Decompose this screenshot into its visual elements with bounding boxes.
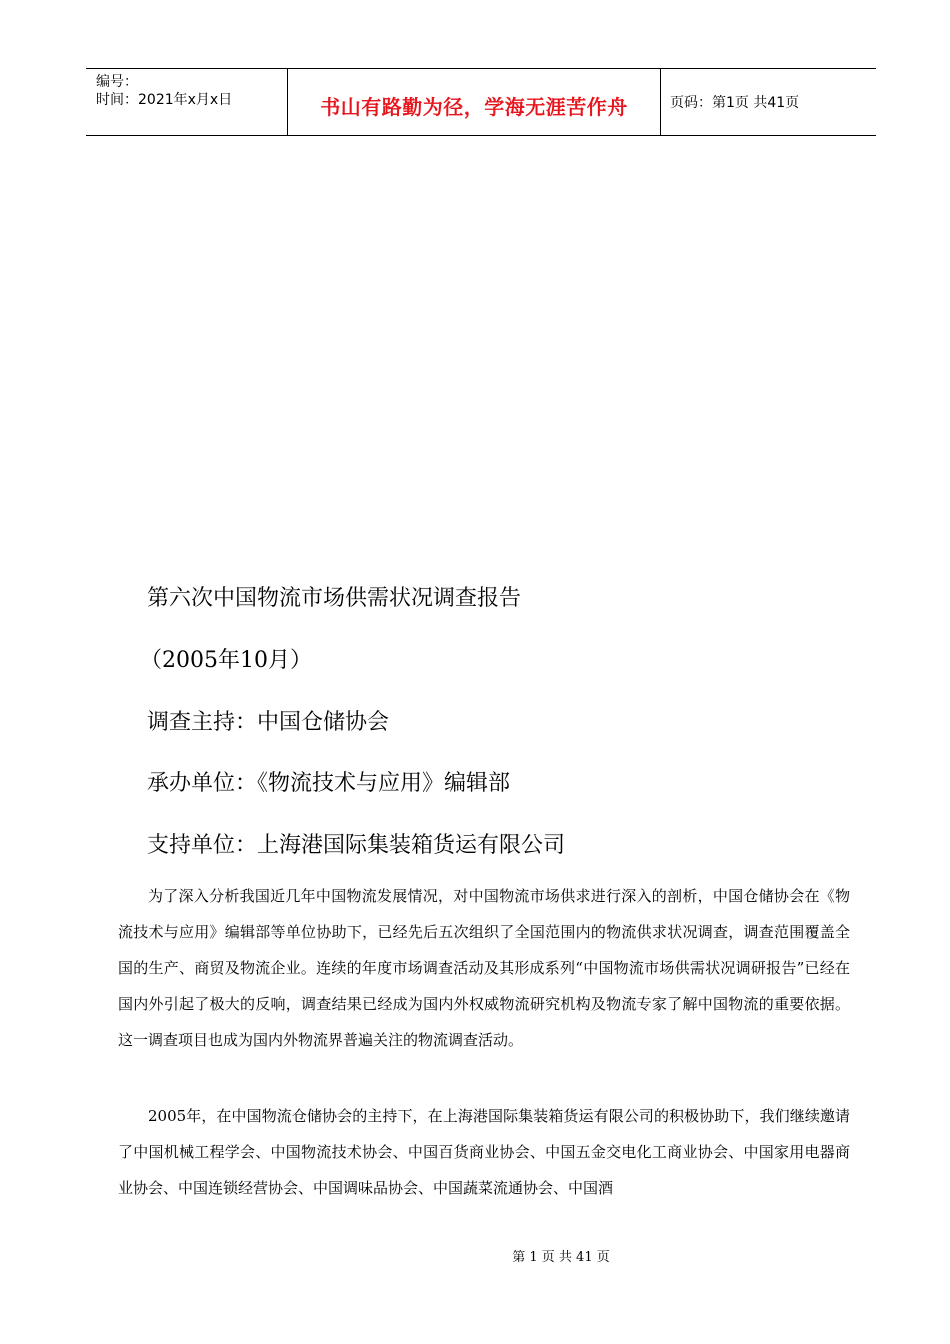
body-paragraph-1: 为了深入分析我国近几年中国物流发展情况，对中国物流市场供求进行深入的剖析，中国仓储协会在《物流技术与应用》编辑部等单位协助下，已经先后五次组织了全国范围内的物流供求状况调查，调查范围覆盖全国的生产、商贸及物流企业。连续的年度市场调查活动及其形成系列“中国物流市场供需状况调研报告”已经在国内外引起了极大的反响，调查结果已经成为国内外权威物流研究机构及物流专家了解中国物流的重要依据。这一调查项目也成为国内外物流界普遍关注的物流调查活动。 bbox=[118, 887, 850, 1049]
page-footer: 第 1 页 共 41 页 bbox=[512, 1250, 610, 1265]
header-motto-cell bbox=[288, 69, 661, 135]
page-info: 页码：第1页 共41页 bbox=[670, 95, 800, 111]
header-page-cell bbox=[661, 69, 876, 135]
body-paragraph-2: 2005年，在中国物流仓储协会的主持下，在上海港国际集装箱货运有限公司的积极协助下，我们继续邀请了中国机械工程学会、中国物流技术协会、中国百货商业协会、中国五金交电化工商业协会、中国家用电器商业协会、中国连锁经营协会、中国调味品协会、中国蔬菜流通协会、中国酒 bbox=[118, 1107, 850, 1197]
organizer-unit: 承办单位：《物流技术与应用》编辑部 bbox=[147, 771, 511, 796]
date-label: 时间：2021年x月x日 bbox=[96, 92, 233, 108]
motto-text: 书山有路勤为径，学海无涯苦作舟 bbox=[320, 94, 628, 119]
page-header bbox=[86, 68, 876, 136]
supporter-unit: 支持单位：上海港国际集装箱货运有限公司 bbox=[147, 833, 566, 858]
report-date: （2005年10月） bbox=[140, 648, 312, 673]
survey-host: 调查主持：中国仓储协会 bbox=[147, 710, 390, 735]
report-title: 第六次中国物流市场供需状况调查报告 bbox=[147, 586, 522, 611]
serial-label: 编号： bbox=[96, 74, 138, 90]
header-meta-cell bbox=[86, 69, 288, 135]
